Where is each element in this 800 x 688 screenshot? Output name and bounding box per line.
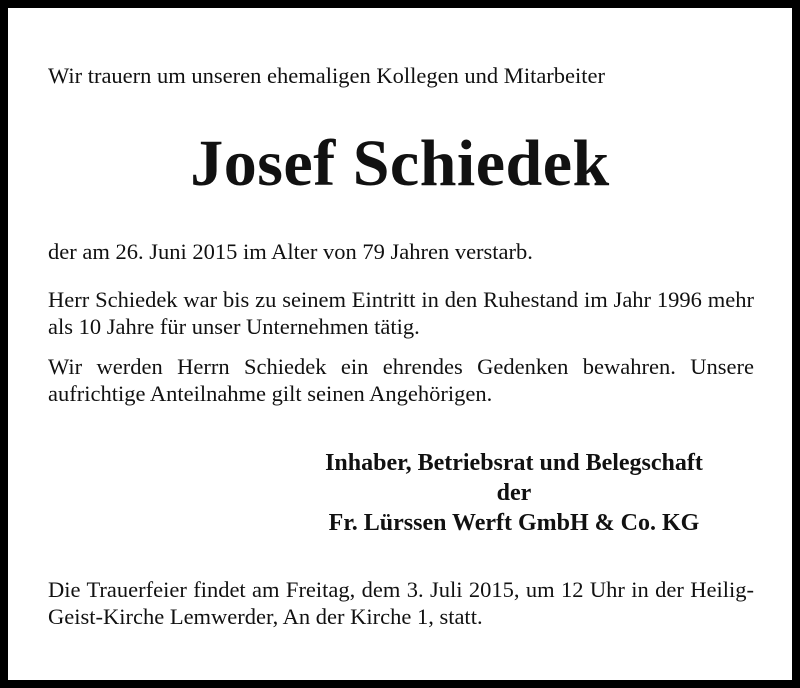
- signature-line-2: der: [496, 480, 532, 506]
- intro-text: Wir trauern um unseren ehemaligen Kollegen und Mitarbeiter: [48, 63, 606, 88]
- signature-block: [256, 448, 772, 538]
- career-paragraph: Herr Schiedek war bis zu seinem Eintritt in den Ruhestand im Jahr 1996 mehr als 10 Jahre für unser Unternehmen tätig.: [48, 287, 754, 339]
- remembrance-paragraph: Wir werden Herrn Schiedek ein ehrendes Gedenken bewahren. Unsere aufrichtige Anteilnahme gilt seinen Angehörigen.: [48, 354, 754, 406]
- funeral-paragraph: Die Trauerfeier findet am Freitag, dem 3. Juli 2015, um 12 Uhr in der Heilig-Geist-Kirche Lemwerder, An der Kirche 1, statt.: [48, 577, 754, 629]
- signature-line-1: Inhaber, Betriebsrat und Belegschaft: [325, 450, 703, 476]
- signature-line-3: Fr. Lürssen Werft GmbH & Co. KG: [328, 510, 700, 536]
- deceased-name: Josef Schiedek: [190, 127, 610, 200]
- death-line: der am 26. Juni 2015 im Alter von 79 Jahren verstarb.: [48, 239, 533, 264]
